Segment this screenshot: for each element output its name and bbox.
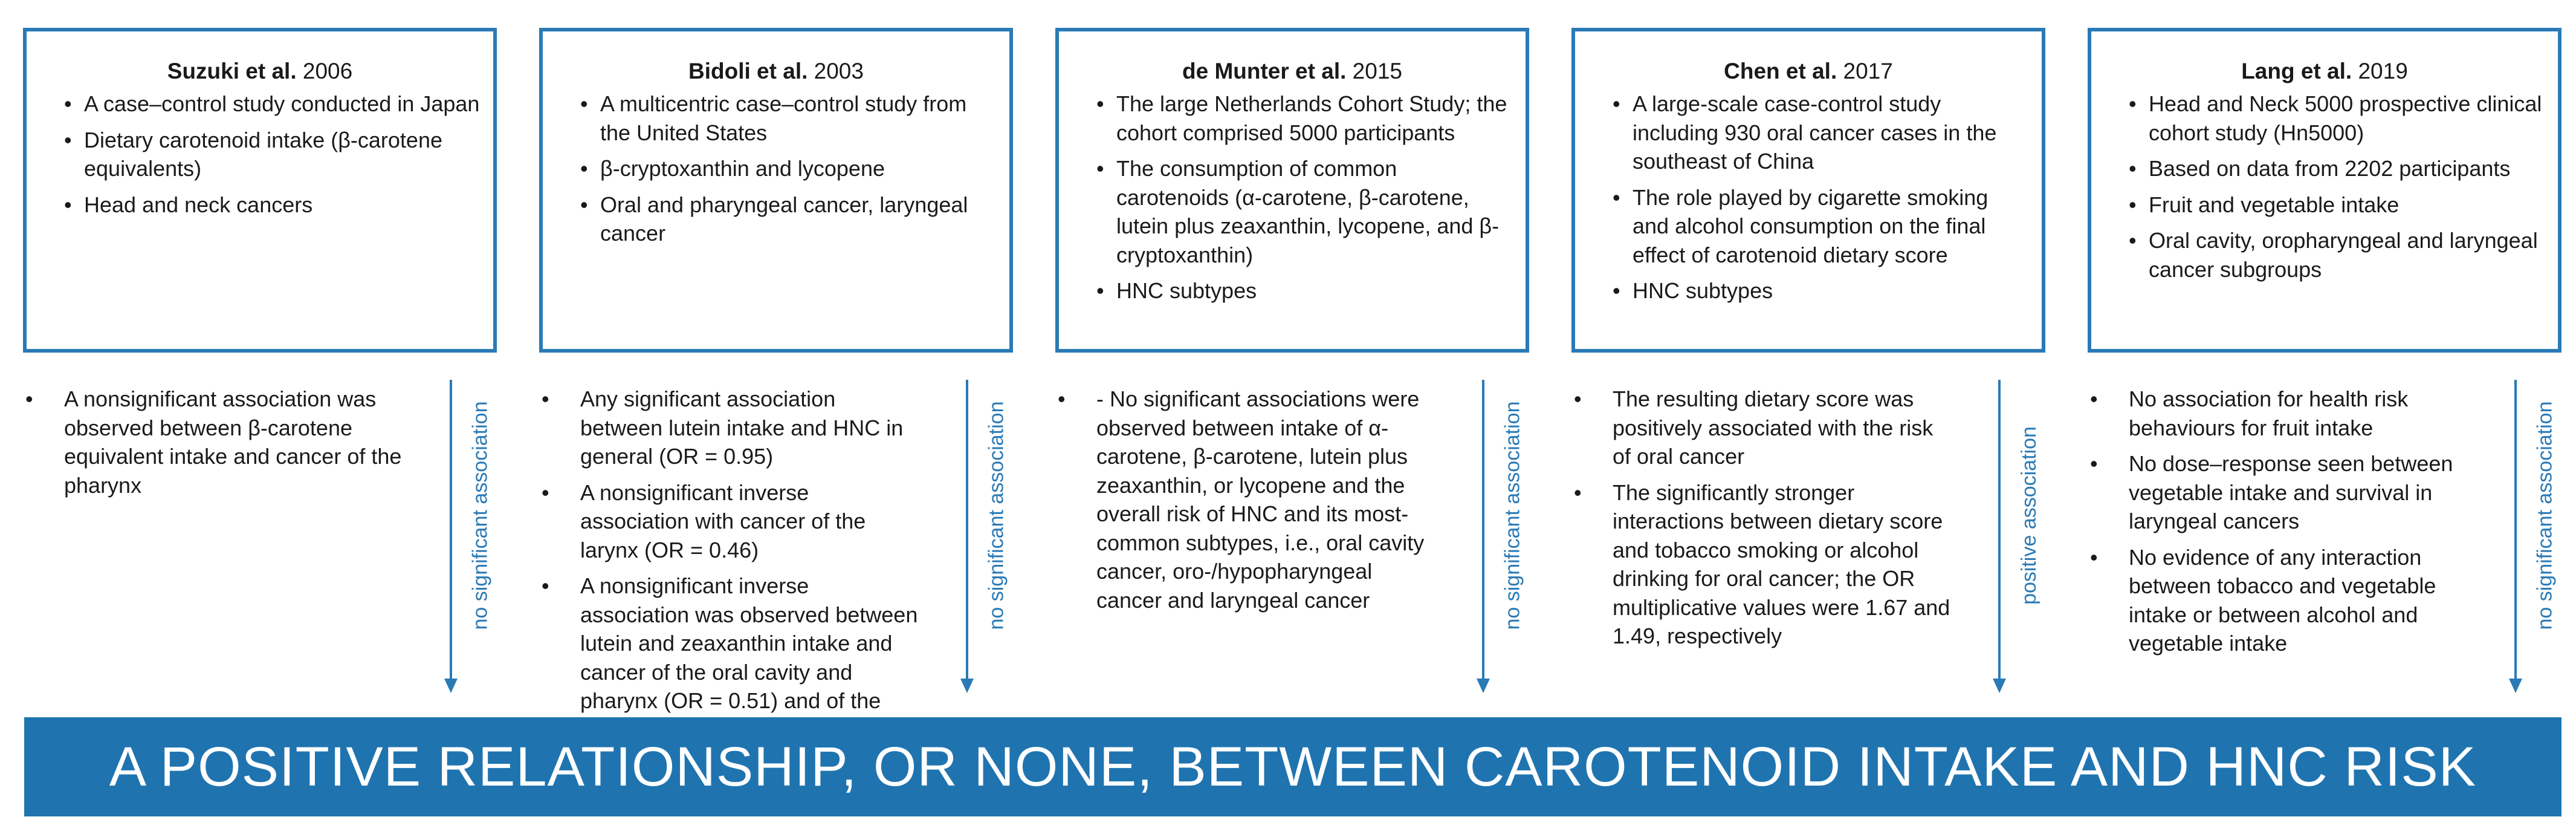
- study-column-de-munter: [1055, 0, 1533, 837]
- study-details: [27, 90, 493, 219]
- study-title: [543, 58, 1009, 85]
- study-column-bidoli: [539, 0, 1017, 837]
- detail-item: • The role played by cigarette smoking and alcohol consumption on the final effect of carotenoid dietary score: [1575, 183, 2030, 270]
- detail-item: • The large Netherlands Cohort Study; the cohort comprised 5000 participants: [1059, 90, 1513, 147]
- study-author: Bidoli et al.: [688, 59, 808, 83]
- study-author: Suzuki et al.: [167, 59, 297, 83]
- association-label: no significant association: [2533, 401, 2557, 630]
- findings-list: [2088, 380, 2481, 665]
- finding-item: • The significantly stronger interactions between dietary score and tobacco smoking or alcohol drinking for oral cancer; the OR multiplicative values were 1.67 and 1.49, respectively: [1571, 478, 1952, 651]
- detail-item: • Oral cavity, oropharyngeal and laryngeal cancer subgroups: [2091, 226, 2546, 284]
- association-label: positive association: [2017, 426, 2040, 605]
- study-author: Chen et al.: [1724, 59, 1837, 83]
- study-year: 2019: [2358, 59, 2408, 83]
- finding-item: • No evidence of any interaction between tobacco and vegetable intake or between alcohol and vegetable intake: [2088, 543, 2468, 658]
- study-box: [2088, 28, 2561, 353]
- detail-item: • Head and Neck 5000 prospective clinical cohort study (Hn5000): [2091, 90, 2546, 147]
- finding-item: • A nonsignificant inverse association was observed between lutein and zeaxanthin intake and cancer of the oral cavity and pharynx (OR = 0.51) and of the: [539, 572, 920, 744]
- study-column-chen: [1571, 0, 2049, 837]
- detail-item: • A large-scale case-control study including 930 oral cancer cases in the southeast of China: [1575, 90, 2030, 176]
- finding-item: • No association for health risk behaviours for fruit intake: [2088, 385, 2468, 442]
- association-label: no significant association: [985, 401, 1008, 630]
- study-author: Lang et al.: [2241, 59, 2352, 83]
- detail-item: • HNC subtypes: [1575, 276, 2030, 305]
- finding-item: • The resulting dietary score was positively associated with the risk of oral cancer: [1571, 385, 1952, 471]
- study-column-lang: [2088, 0, 2565, 837]
- study-box: [23, 28, 497, 353]
- study-title: [2091, 58, 2558, 85]
- association-label: no significant association: [468, 401, 492, 630]
- down-arrow-icon: [1990, 380, 2008, 694]
- study-title: [1059, 58, 1526, 85]
- study-details: [2091, 90, 2558, 284]
- study-box: [1571, 28, 2045, 353]
- down-arrow-icon: [442, 380, 460, 694]
- study-title: [27, 58, 493, 85]
- study-year: 2017: [1843, 59, 1893, 83]
- study-details: [1575, 90, 2042, 305]
- detail-item: • Based on data from 2202 participants: [2091, 154, 2546, 183]
- study-column-suzuki: [23, 0, 500, 837]
- association-label: no significant association: [1501, 401, 1524, 630]
- finding-item: • - No significant associations were observed between intake of α-carotene, β-carotene, lutein plus zeaxanthin, or lycopene and the overall risk of HNC and its most-common subtypes, i.e., oral cavity cancer, oro-/hypopharyngeal cancer and laryngeal cancer: [1055, 385, 1436, 614]
- detail-item: • β-cryptoxanthin and lycopene: [543, 154, 997, 183]
- finding-item: • A nonsignificant inverse association with cancer of the larynx (OR = 0.46): [539, 478, 920, 565]
- findings-list: [539, 380, 932, 751]
- down-arrow-icon: [2506, 380, 2525, 694]
- study-title: [1575, 58, 2042, 85]
- finding-item: • Any significant association between lutein intake and HNC in general (OR = 0.95): [539, 385, 920, 471]
- study-box: [1055, 28, 1529, 353]
- down-arrow-icon: [1474, 380, 1492, 694]
- study-details: [1059, 90, 1526, 305]
- study-details: [543, 90, 1009, 248]
- study-year: 2006: [302, 59, 353, 83]
- detail-item: • Fruit and vegetable intake: [2091, 191, 2546, 220]
- conclusion-banner: A POSITIVE RELATIONSHIP, OR NONE, BETWEEN CAROTENOID INTAKE AND HNC RISK: [24, 717, 2561, 816]
- study-year: 2003: [814, 59, 864, 83]
- study-box: [539, 28, 1013, 353]
- down-arrow-icon: [958, 380, 976, 694]
- finding-item: • A nonsignificant association was observed between β-carotene equivalent intake and cancer of the pharynx: [23, 385, 404, 500]
- detail-item: • Oral and pharyngeal cancer, laryngeal cancer: [543, 191, 997, 248]
- study-year: 2015: [1352, 59, 1402, 83]
- detail-item: • HNC subtypes: [1059, 276, 1513, 305]
- findings-list: [1055, 380, 1448, 622]
- study-author: de Munter et al.: [1182, 59, 1347, 83]
- detail-item: • A case–control study conducted in Japan: [27, 90, 481, 119]
- findings-list: [23, 380, 416, 507]
- finding-item: • No dose–response seen between vegetable intake and survival in laryngeal cancers: [2088, 449, 2468, 536]
- detail-item: • The consumption of common carotenoids (α-carotene, β-carotene, lutein plus zeaxanthin, lycopene, and β-cryptoxanthin): [1059, 154, 1513, 269]
- detail-item: • A multicentric case–control study from the United States: [543, 90, 997, 147]
- detail-item: • Dietary carotenoid intake (β-carotene equivalents): [27, 126, 481, 183]
- detail-item: • Head and neck cancers: [27, 191, 481, 220]
- findings-list: [1571, 380, 1964, 658]
